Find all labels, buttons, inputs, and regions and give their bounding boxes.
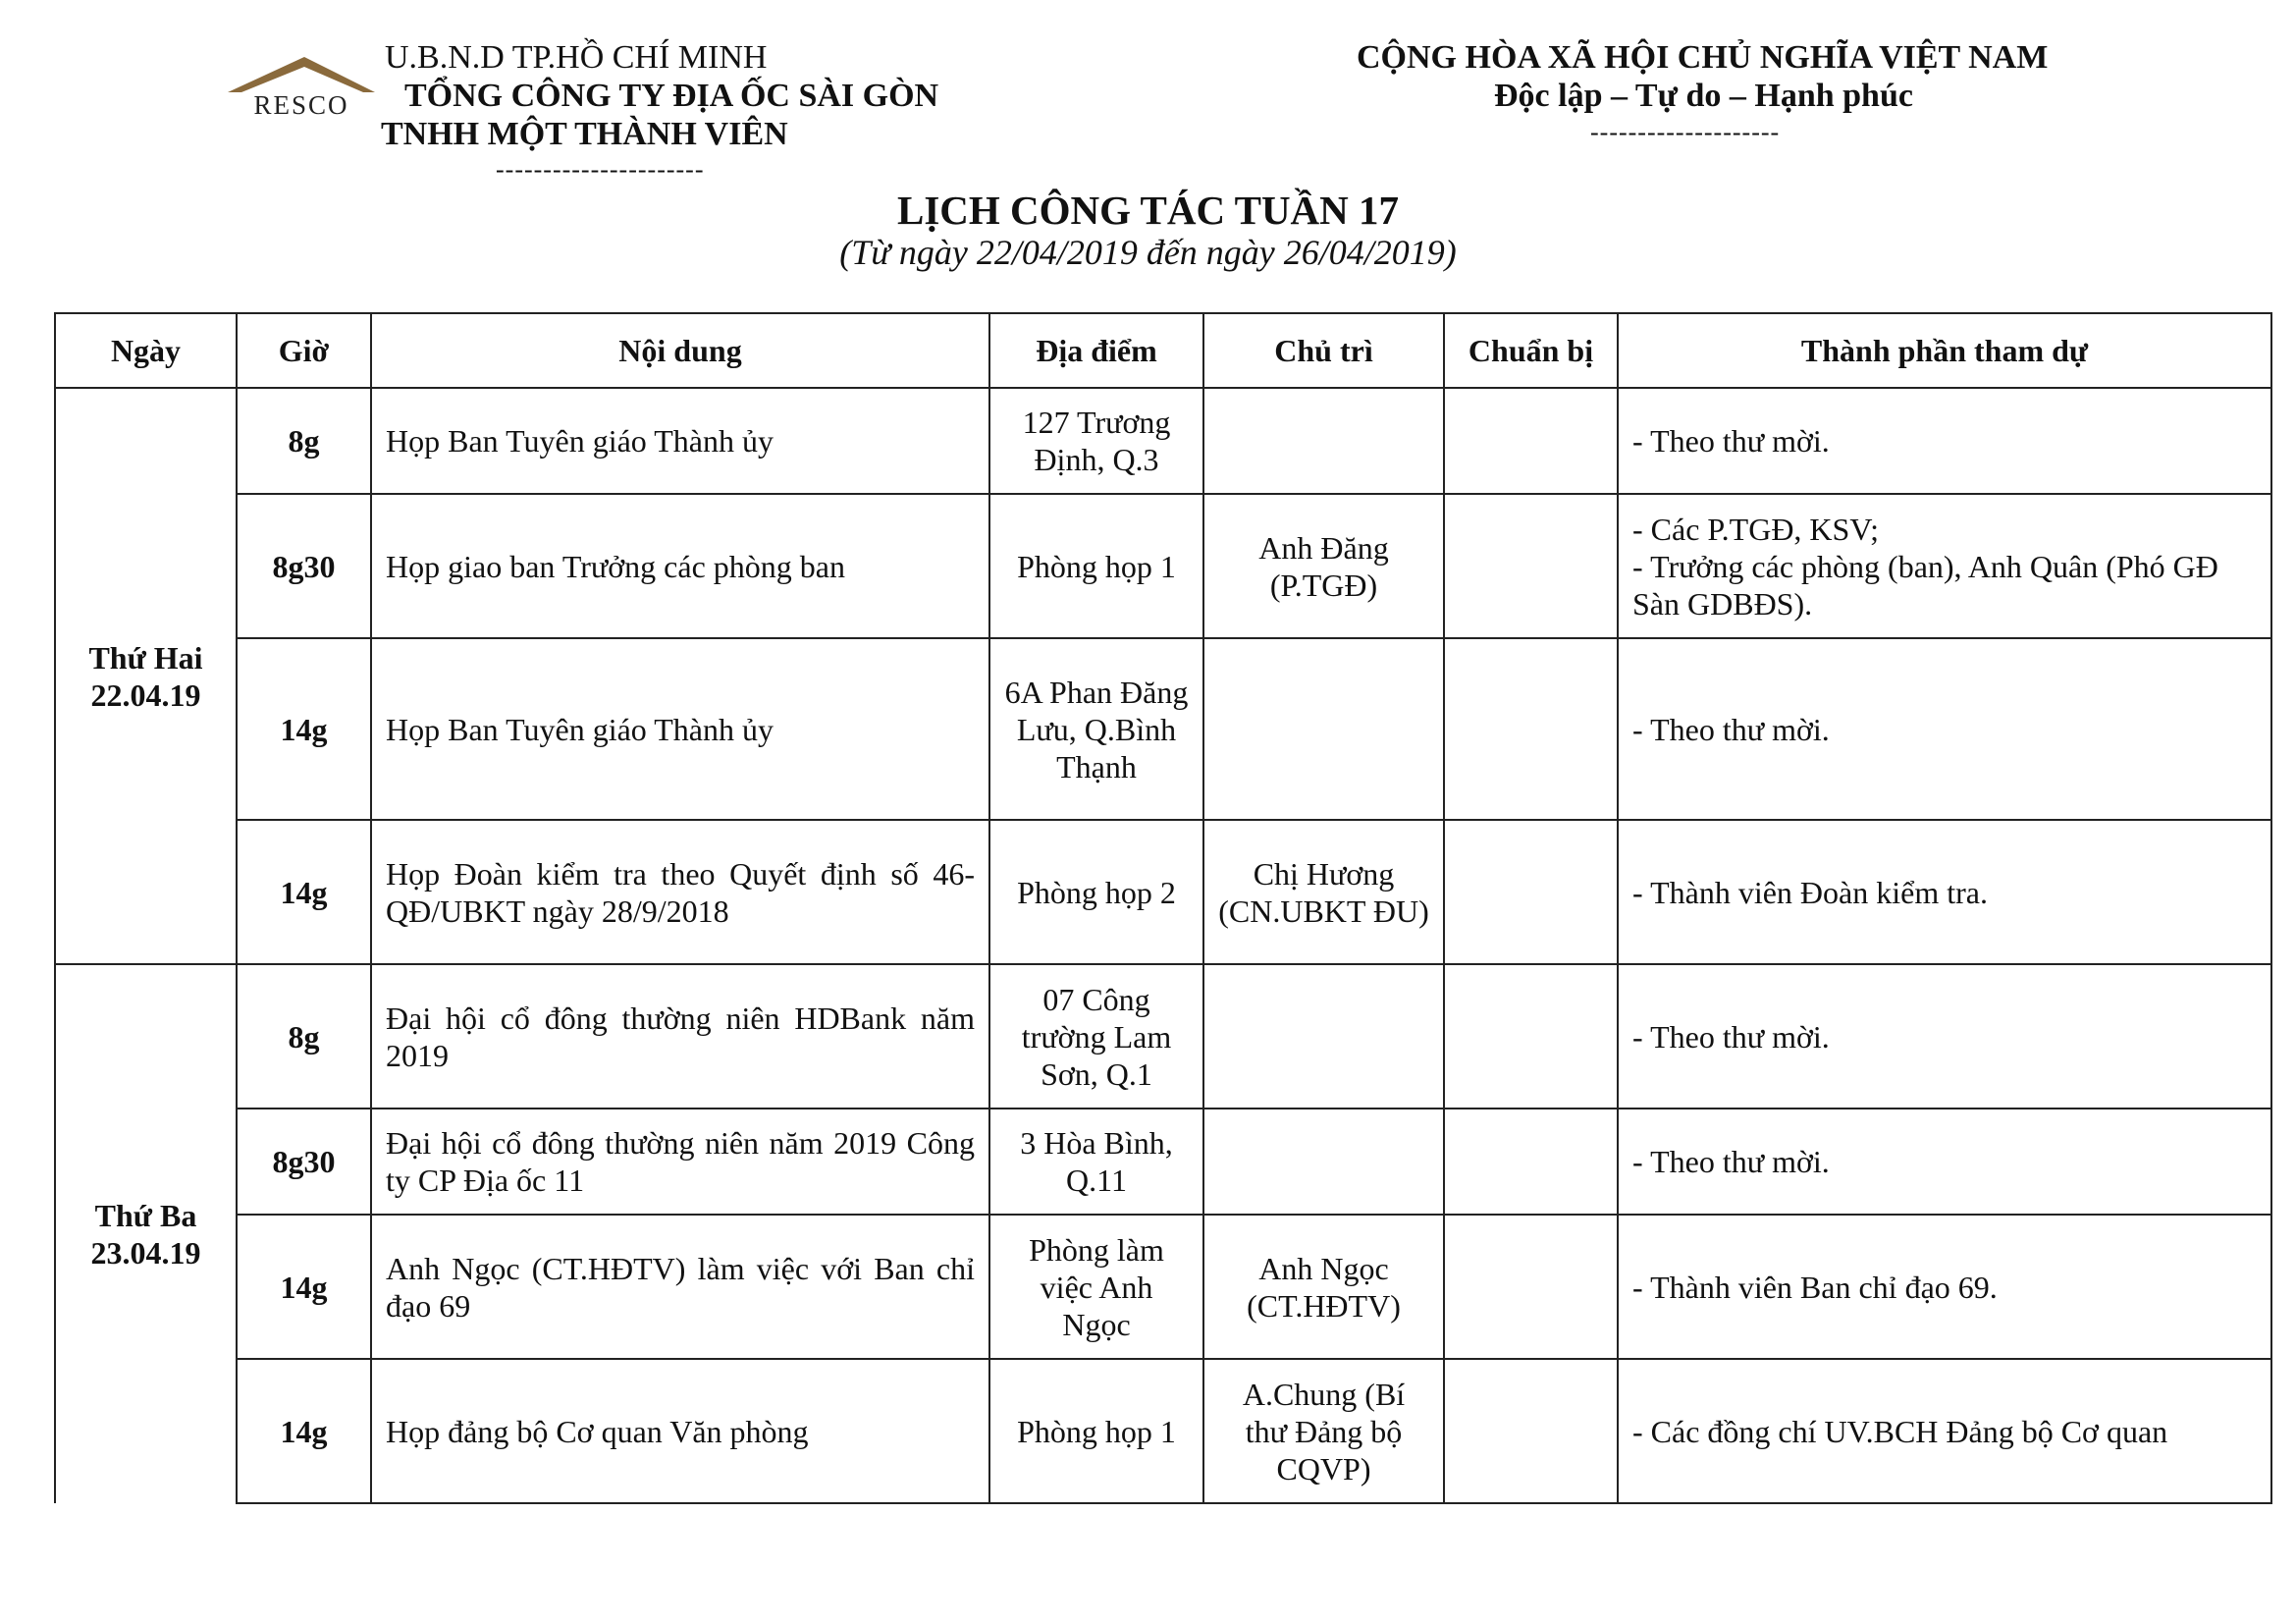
content-cell: Anh Ngọc (CT.HĐTV) làm việc với Ban chỉ đạo 69 [371, 1215, 989, 1359]
national-divider: -------------------- [1590, 118, 1781, 146]
prep-cell [1444, 820, 1618, 964]
host-cell [1203, 388, 1444, 494]
content-cell: Đại hội cổ đông thường niên HDBank năm 2019 [371, 964, 989, 1109]
host-cell: Chị Hương (CN.UBKT ĐU) [1203, 820, 1444, 964]
time-cell: 14g [237, 638, 371, 820]
content-cell: Họp Ban Tuyên giáo Thành ủy [371, 638, 989, 820]
table-row [55, 964, 2271, 1109]
header-content: Nội dung [371, 313, 989, 388]
table-row [55, 494, 2271, 638]
time-cell: 8g30 [237, 1109, 371, 1215]
national-motto: Độc lập – Tự do – Hạnh phúc [1494, 78, 1913, 114]
attendees-cell: - Theo thư mời. [1618, 638, 2271, 820]
table-row [55, 1359, 2271, 1503]
host-cell [1203, 964, 1444, 1109]
header-prep: Chuẩn bị [1444, 313, 1618, 388]
prep-cell [1444, 638, 1618, 820]
day-name: Thứ Hai [88, 639, 203, 676]
host-cell: Anh Đăng (P.TGĐ) [1203, 494, 1444, 638]
location-cell: 07 Công trường Lam Sơn, Q.1 [989, 964, 1203, 1109]
roof-logo-icon [218, 51, 385, 95]
attendees-cell: - Các đồng chí UV.BCH Đảng bộ Cơ quan [1618, 1359, 2271, 1503]
header-time: Giờ [237, 313, 371, 388]
day-name: Thứ Ba [94, 1198, 197, 1233]
day-date: 22.04.19 [90, 676, 201, 713]
time-cell: 14g [237, 820, 371, 964]
attendees-cell: - Các P.TGĐ, KSV; - Trưởng các phòng (ban), Anh Quân (Phó GĐ Sàn GDBĐS). [1618, 494, 2271, 638]
time-cell: 8g [237, 388, 371, 494]
host-cell: Anh Ngọc (CT.HĐTV) [1203, 1215, 1444, 1359]
location-cell: 127 Trương Định, Q.3 [989, 388, 1203, 494]
location-cell: 6A Phan Đăng Lưu, Q.Bình Thạnh [989, 638, 1203, 820]
host-cell [1203, 638, 1444, 820]
org-divider: ---------------------- [496, 155, 705, 184]
prep-cell [1444, 494, 1618, 638]
location-cell: Phòng họp 2 [989, 820, 1203, 964]
page-subtitle: (Từ ngày 22/04/2019 đến ngày 26/04/2019) [839, 233, 1457, 272]
logo-text: RESCO [253, 90, 349, 120]
org-line-1: U.B.N.D TP.HỒ CHÍ MINH [385, 39, 768, 76]
content-cell: Họp giao ban Trưởng các phòng ban [371, 494, 989, 638]
prep-cell [1444, 1215, 1618, 1359]
location-cell: 3 Hòa Bình, Q.11 [989, 1109, 1203, 1215]
attendees-cell: - Thành viên Đoàn kiểm tra. [1618, 820, 2271, 964]
attendees-cell: - Theo thư mời. [1618, 1109, 2271, 1215]
header-location: Địa điểm [989, 313, 1203, 388]
location-cell: Phòng họp 1 [989, 494, 1203, 638]
page-title: LỊCH CÔNG TÁC TUẦN 17 [896, 188, 1400, 233]
attendees-cell: - Theo thư mời. [1618, 388, 2271, 494]
content-cell: Đại hội cổ đông thường niên năm 2019 Công ty CP Địa ốc 11 [371, 1109, 989, 1215]
content-cell: Họp Đoàn kiểm tra theo Quyết định số 46-QĐ/UBKT ngày 28/9/2018 [371, 820, 989, 964]
prep-cell [1444, 1109, 1618, 1215]
time-cell: 8g30 [237, 494, 371, 638]
prep-cell [1444, 388, 1618, 494]
content-cell: Họp Ban Tuyên giáo Thành ủy [371, 388, 989, 494]
location-cell: Phòng họp 1 [989, 1359, 1203, 1503]
table-row [55, 820, 2271, 964]
org-line-2: TỔNG CÔNG TY ĐỊA ỐC SÀI GÒN [404, 78, 939, 114]
time-cell: 14g [237, 1359, 371, 1503]
day-cell [55, 388, 237, 964]
attendees-cell: - Thành viên Ban chỉ đạo 69. [1618, 1215, 2271, 1359]
prep-cell [1444, 1359, 1618, 1503]
header-host: Chủ trì [1203, 313, 1444, 388]
national-title: CỘNG HÒA XÃ HỘI CHỦ NGHĨA VIỆT NAM [1357, 39, 2049, 76]
header-row [55, 313, 2271, 388]
resco-logo [218, 51, 385, 120]
prep-cell [1444, 964, 1618, 1109]
time-cell: 8g [237, 964, 371, 1109]
org-line-3: TNHH MỘT THÀNH VIÊN [381, 116, 788, 152]
table-row [55, 1215, 2271, 1359]
time-cell: 14g [237, 1215, 371, 1359]
location-cell: Phòng làm việc Anh Ngọc [989, 1215, 1203, 1359]
table-row [55, 388, 2271, 494]
host-cell: A.Chung (Bí thư Đảng bộ CQVP) [1203, 1359, 1444, 1503]
content-cell: Họp đảng bộ Cơ quan Văn phòng [371, 1359, 989, 1503]
table-row [55, 638, 2271, 820]
schedule-table [54, 312, 2272, 1504]
attendees-cell: - Theo thư mời. [1618, 964, 2271, 1109]
host-cell [1203, 1109, 1444, 1215]
day-cell [55, 964, 237, 1503]
header-attendees: Thành phần tham dự [1618, 313, 2271, 388]
table-row [55, 1109, 2271, 1215]
header-day: Ngày [55, 313, 237, 388]
day-date: 23.04.19 [90, 1235, 201, 1271]
